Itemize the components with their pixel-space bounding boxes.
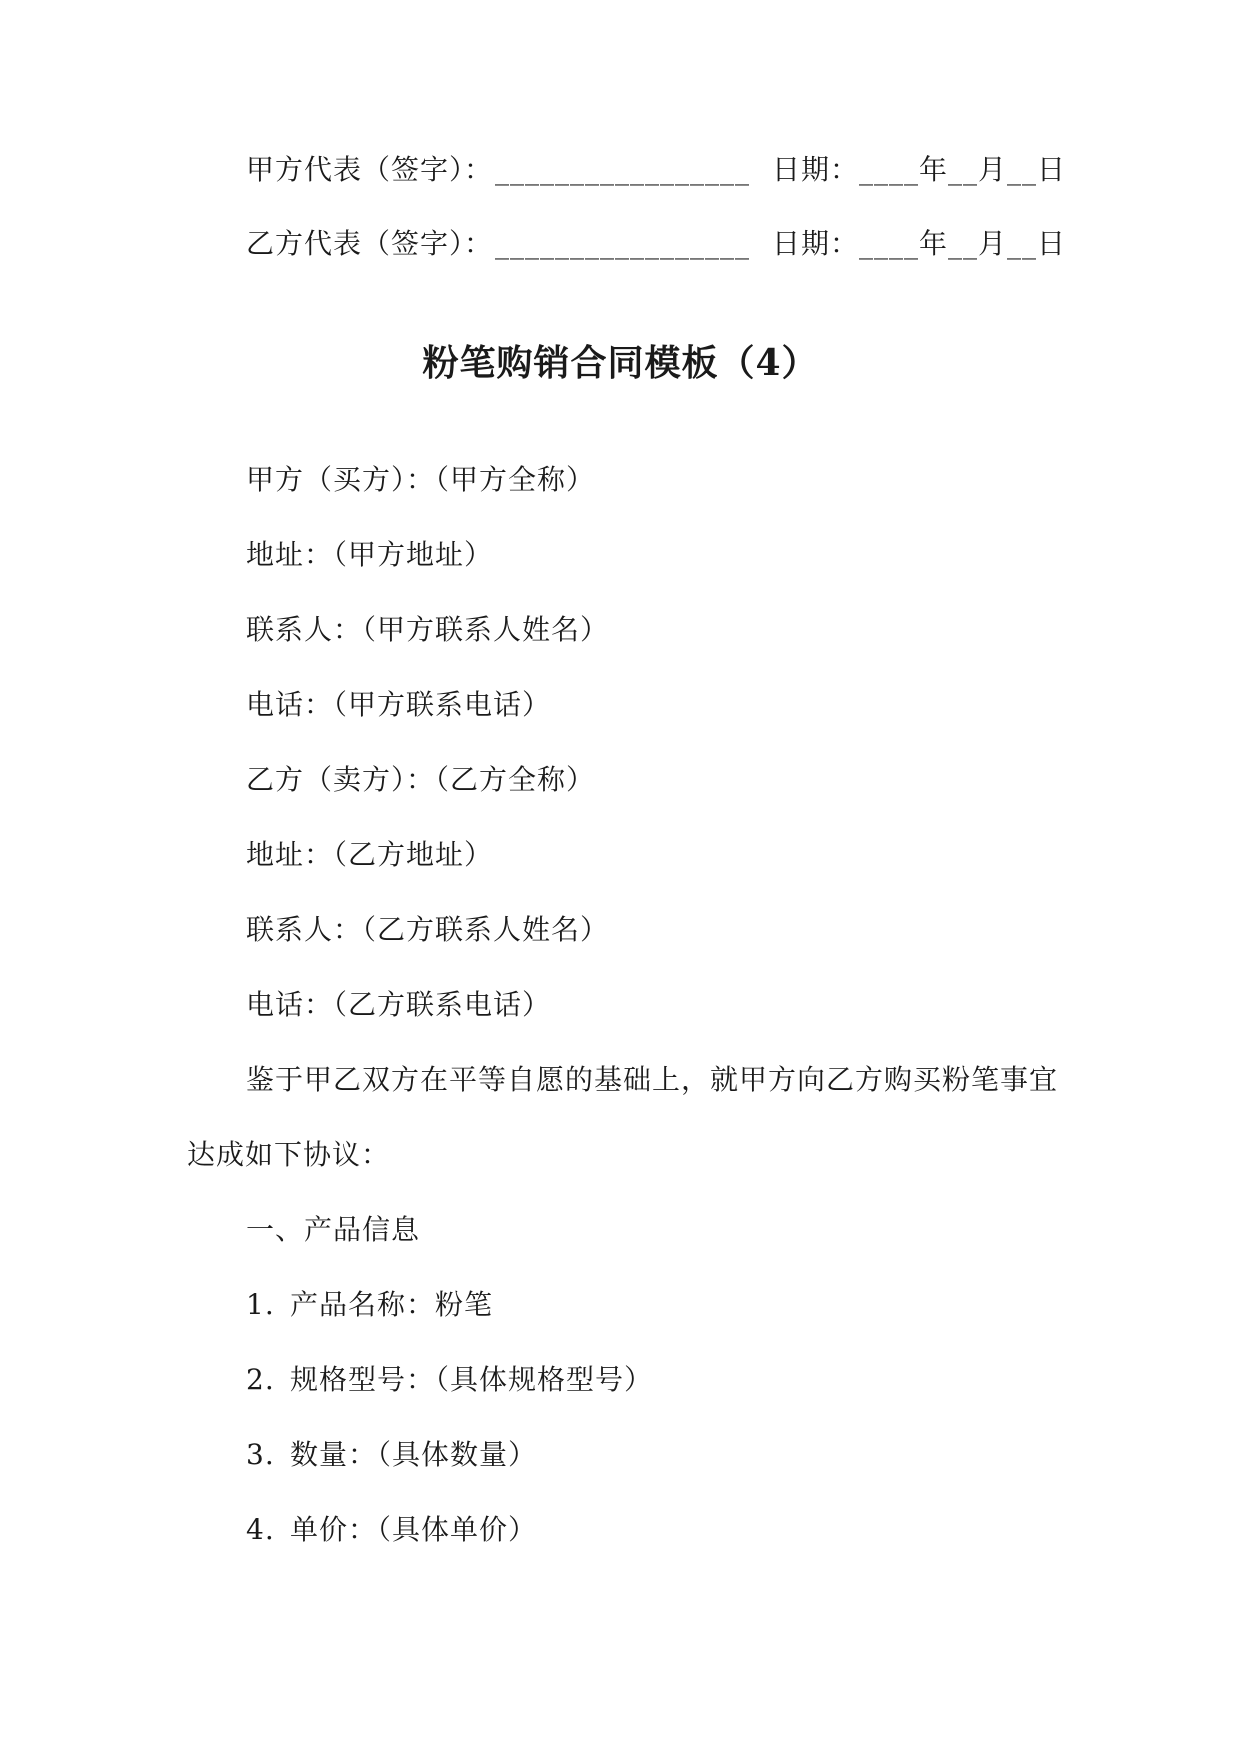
- preamble-line-2: 达成如下协议：: [187, 1138, 391, 1171]
- party-b-contact: 联系人：（乙方联系人姓名）: [246, 913, 610, 946]
- party-a-address: 地址：（甲方地址）: [246, 538, 494, 571]
- signature-line-party-b: [246, 224, 1066, 264]
- list-item: [246, 1360, 653, 1400]
- signature-label: 乙方代表（签字）：: [246, 227, 494, 260]
- signature-blank: _________________: [495, 153, 751, 186]
- list-item-number: 3.: [246, 1438, 275, 1471]
- list-item: [246, 1435, 537, 1475]
- party-a-name: 甲方（买方）：（甲方全称）: [246, 463, 596, 496]
- signature-label: 甲方代表（签字）：: [246, 153, 494, 186]
- signature-date: 日期：____年__月__日: [772, 227, 1067, 260]
- list-item-number: 1.: [246, 1288, 275, 1321]
- party-b-phone: 电话：（乙方联系电话）: [246, 988, 552, 1021]
- section-heading-product-info: 一、产品信息: [246, 1213, 421, 1246]
- party-a-phone: 电话：（甲方联系电话）: [246, 688, 552, 721]
- preamble-line-1: 鉴于甲乙双方在平等自愿的基础上，就甲方向乙方购买粉笔事宜: [246, 1063, 1059, 1096]
- list-item-text: 数量：（具体数量）: [290, 1438, 538, 1471]
- document-title: 粉笔购销合同模板（4）: [422, 342, 819, 384]
- list-item-text: 单价：（具体单价）: [290, 1513, 538, 1546]
- party-b-address: 地址：（乙方地址）: [246, 838, 494, 871]
- signature-line-party-a: [246, 150, 1066, 190]
- list-item: [246, 1285, 493, 1325]
- list-item-number: 4.: [246, 1513, 275, 1546]
- list-item: [246, 1510, 537, 1550]
- signature-blank: _________________: [495, 227, 751, 260]
- signature-date: 日期：____年__月__日: [772, 153, 1067, 186]
- list-item-text: 产品名称：粉笔: [290, 1288, 494, 1321]
- list-item-number: 2.: [246, 1363, 275, 1396]
- list-item-text: 规格型号：（具体规格型号）: [290, 1363, 654, 1396]
- party-b-name: 乙方（卖方）：（乙方全称）: [246, 763, 596, 796]
- party-a-contact: 联系人：（甲方联系人姓名）: [246, 613, 610, 646]
